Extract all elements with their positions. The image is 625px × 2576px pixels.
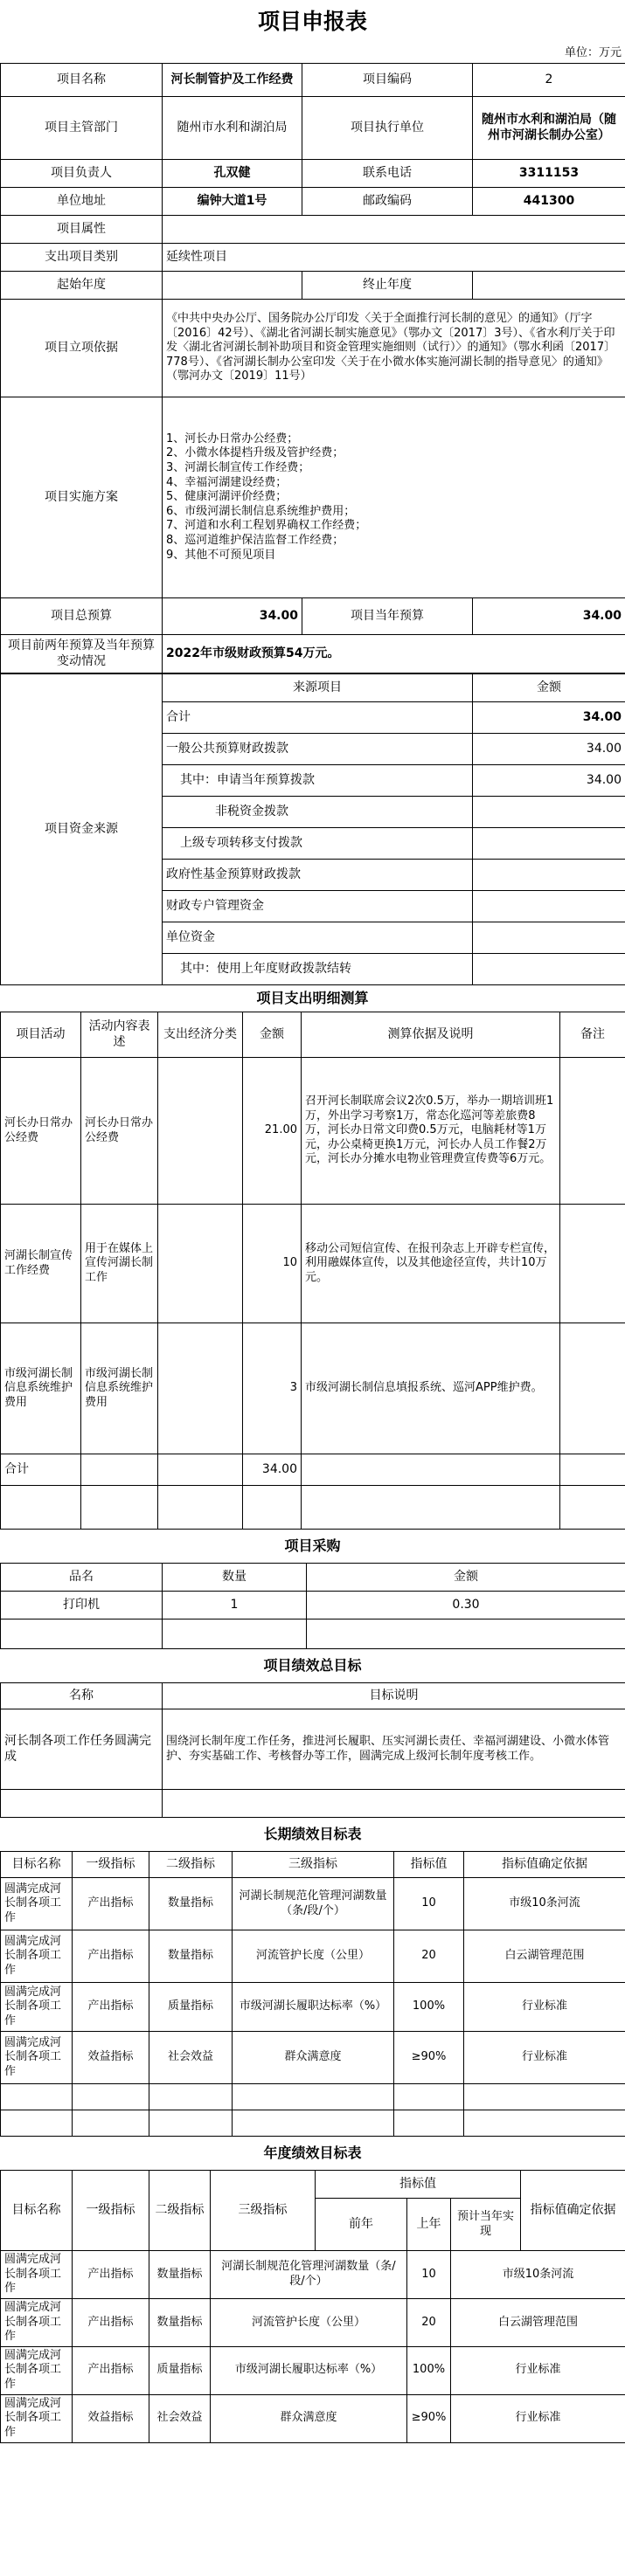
detail-header: 金额 xyxy=(243,1012,302,1058)
detail-amount: 10 xyxy=(243,1205,302,1323)
project-code-label: 项目编码 xyxy=(302,64,473,97)
plan-item: 1、河长办日常办公经费； xyxy=(166,432,299,445)
annual-header: 目标名称 xyxy=(1,2171,73,2251)
total-budget-label: 项目总预算 xyxy=(1,598,163,635)
annual-l2: 社会效益 xyxy=(149,2394,211,2442)
funding-row-amount: 34.00 xyxy=(473,702,625,734)
funding-source-label: 项目资金来源 xyxy=(1,674,163,985)
longterm-basis: 行业标准 xyxy=(464,1983,625,2032)
annual-subheader: 前年 xyxy=(316,2199,407,2251)
annual-prev1: 10 xyxy=(407,2251,451,2299)
dept-value: 随州市水利和湖泊局 xyxy=(163,97,302,160)
detail-content: 市级河湖长制信息系统维护费用 xyxy=(81,1323,158,1454)
detail-header: 测算依据及说明 xyxy=(302,1012,560,1058)
detail-note xyxy=(560,1205,625,1323)
longterm-l1: 产出指标 xyxy=(73,1878,149,1930)
detail-class xyxy=(158,1205,243,1323)
longterm-l1: 产出指标 xyxy=(73,1930,149,1983)
overall-goal-table xyxy=(0,1682,625,1818)
detail-class xyxy=(158,1323,243,1454)
funding-col-amount: 金额 xyxy=(473,674,625,702)
project-name-label: 项目名称 xyxy=(1,64,163,97)
detail-header: 活动内容表述 xyxy=(81,1012,158,1058)
longterm-value: ≥90% xyxy=(394,2032,464,2084)
leader-label: 项目负责人 xyxy=(1,160,163,188)
longterm-l2: 社会效益 xyxy=(149,2032,233,2084)
annual-basis: 市级10条河流 xyxy=(451,2251,625,2299)
longterm-header: 目标名称 xyxy=(1,1852,73,1878)
detail-activity: 河长办日常办公经费 xyxy=(1,1058,81,1205)
dept-label: 项目主管部门 xyxy=(1,97,163,160)
annual-prev1: 100% xyxy=(407,2346,451,2394)
funding-row-label: 政府性基金预算财政拨款 xyxy=(163,860,473,891)
year-budget-label: 项目当年预算 xyxy=(302,598,473,635)
annual-l1: 产出指标 xyxy=(73,2298,149,2346)
detail-amount: 3 xyxy=(243,1323,302,1454)
funding-row-label: 一般公共预算财政拨款 xyxy=(163,734,473,765)
annual-header: 指标值确定依据 xyxy=(521,2171,625,2251)
end-year-value xyxy=(473,272,625,300)
purchase-header: 品名 xyxy=(1,1564,163,1592)
longterm-l1: 产出指标 xyxy=(73,1983,149,2032)
longterm-goal: 圆满完成河长制各项工作 xyxy=(1,1930,73,1983)
detail-total-label: 合计 xyxy=(1,1454,81,1486)
longterm-goal: 圆满完成河长制各项工作 xyxy=(1,1983,73,2032)
exec-unit-value: 随州市水利和湖泊局（随州市河湖长制办公室） xyxy=(473,97,625,160)
longterm-goal: 圆满完成河长制各项工作 xyxy=(1,2032,73,2084)
funding-col-source: 来源项目 xyxy=(163,674,473,702)
annual-section-title: 年度绩效目标表 xyxy=(263,2144,362,2161)
longterm-l3: 市级河湖长履职达标率（%） xyxy=(233,1983,394,2032)
detail-basis: 移动公司短信宣传、在报刊杂志上开辟专栏宣传，利用融媒体宣传，以及其他途径宣传，共计10万元。 xyxy=(302,1205,560,1323)
longterm-l2: 数量指标 xyxy=(149,1878,233,1930)
basic-info-table xyxy=(0,63,625,673)
purchase-section-title: 项目采购 xyxy=(284,1537,341,1554)
annual-l3: 河湖长制规范化管理河湖数量（条/段/个） xyxy=(211,2251,407,2299)
longterm-l3: 群众满意度 xyxy=(233,2032,394,2084)
detail-section-title: 项目支出明细测算 xyxy=(256,990,369,1006)
plan-item: 2、小微水体提档升级及管护经费； xyxy=(166,446,344,460)
overall-goal-desc: 围绕河长制年度工作任务，推进河长履职、压实河湖长责任、幸福河湖建设、小微水体管护、夯实基础工作、考核督办等工作，圆满完成上级河长制年度考核工作。 xyxy=(163,1709,625,1790)
annual-l1: 效益指标 xyxy=(73,2394,149,2442)
longterm-value: 100% xyxy=(394,1983,464,2032)
category-value: 延续性项目 xyxy=(163,244,625,272)
funding-row-label: 上级专项转移支付拨款 xyxy=(163,828,473,860)
attr-label: 项目属性 xyxy=(1,216,163,244)
longterm-header: 三级指标 xyxy=(233,1852,394,1878)
purchase-header: 数量 xyxy=(163,1564,307,1592)
leader-value: 孔双健 xyxy=(163,160,302,188)
postcode-value: 441300 xyxy=(473,188,625,216)
project-name-value: 河长制管护及工作经费 xyxy=(163,64,302,97)
address-value: 编钟大道1号 xyxy=(163,188,302,216)
annual-l3: 河流管护长度（公里） xyxy=(211,2298,407,2346)
annual-basis: 行业标准 xyxy=(451,2394,625,2442)
annual-l1: 产出指标 xyxy=(73,2251,149,2299)
overall-goal-name: 河长制各项工作任务圆满完成 xyxy=(1,1709,163,1790)
longterm-value: 10 xyxy=(394,1878,464,1930)
longterm-section-title: 长期绩效目标表 xyxy=(263,1826,362,1842)
detail-class xyxy=(158,1058,243,1205)
overall-header: 名称 xyxy=(1,1683,163,1709)
purchase-item-name: 打印机 xyxy=(1,1592,163,1619)
funding-row-label: 其中：申请当年预算拨款 xyxy=(163,765,473,797)
annual-basis: 白云湖管理范围 xyxy=(451,2298,625,2346)
detail-activity: 市级河湖长制信息系统维护费用 xyxy=(1,1323,81,1454)
detail-header: 项目活动 xyxy=(1,1012,81,1058)
purchase-header: 金额 xyxy=(307,1564,625,1592)
annual-l2: 质量指标 xyxy=(149,2346,211,2394)
overall-header: 目标说明 xyxy=(163,1683,625,1709)
exec-unit-label: 项目执行单位 xyxy=(302,97,473,160)
attr-value xyxy=(163,216,625,244)
annual-goal-table xyxy=(0,2170,625,2443)
plan-item: 8、巡河道维护保洁监督工作经费； xyxy=(166,534,344,548)
annual-goal: 圆满完成河长制各项工作 xyxy=(1,2251,73,2299)
detail-amount: 21.00 xyxy=(243,1058,302,1205)
funding-row-amount xyxy=(473,828,625,860)
longterm-basis: 白云湖管理范围 xyxy=(464,1930,625,1983)
plan-item: 5、健康河湖评价经费； xyxy=(166,490,288,504)
funding-row-amount: 34.00 xyxy=(473,765,625,797)
detail-total-amount: 34.00 xyxy=(243,1454,302,1486)
annual-goal: 圆满完成河长制各项工作 xyxy=(1,2298,73,2346)
longterm-value: 20 xyxy=(394,1930,464,1983)
start-year-value xyxy=(163,272,302,300)
longterm-header: 二级指标 xyxy=(149,1852,233,1878)
detail-basis: 市级河湖长制信息填报系统、巡河APP维护费。 xyxy=(302,1323,560,1454)
annual-l2: 数量指标 xyxy=(149,2251,211,2299)
longterm-l2: 质量指标 xyxy=(149,1983,233,2032)
detail-header: 支出经济分类 xyxy=(158,1012,243,1058)
purchase-table xyxy=(0,1563,625,1649)
expenditure-detail-table xyxy=(0,1012,625,1530)
phone-value: 3311153 xyxy=(473,160,625,188)
funding-row-label: 其中：使用上年度财政拨款结转 xyxy=(163,954,473,985)
annual-header: 一级指标 xyxy=(73,2171,149,2251)
end-year-label: 终止年度 xyxy=(302,272,473,300)
longterm-basis: 市级10条河流 xyxy=(464,1878,625,1930)
annual-l1: 产出指标 xyxy=(73,2346,149,2394)
project-code-value: 2 xyxy=(473,64,625,97)
phone-label: 联系电话 xyxy=(302,160,473,188)
purchase-item-qty: 1 xyxy=(163,1592,307,1619)
detail-note xyxy=(560,1058,625,1205)
plan-item: 3、河湖长制宣传工作经费； xyxy=(166,460,310,474)
annual-goal: 圆满完成河长制各项工作 xyxy=(1,2346,73,2394)
address-label: 单位地址 xyxy=(1,188,163,216)
plan-item: 7、河道和水利工程划界确权工作经费； xyxy=(166,519,367,533)
detail-header: 备注 xyxy=(560,1012,625,1058)
total-budget-value: 34.00 xyxy=(163,598,302,635)
plan-item: 9、其他不可预见项目 xyxy=(166,548,276,562)
category-label: 支出项目类别 xyxy=(1,244,163,272)
annual-l3: 群众满意度 xyxy=(211,2394,407,2442)
budget-change-value: 2022年市级财政预算54万元。 xyxy=(163,635,625,673)
funding-row-amount xyxy=(473,860,625,891)
plan-item: 6、市级河湖长制信息系统维护费用； xyxy=(166,504,356,518)
year-budget-value: 34.00 xyxy=(473,598,625,635)
longterm-goal: 圆满完成河长制各项工作 xyxy=(1,1878,73,1930)
funding-row-label: 财政专户管理资金 xyxy=(163,891,473,922)
annual-header: 二级指标 xyxy=(149,2171,211,2251)
funding-row-amount xyxy=(473,891,625,922)
purchase-item-amount: 0.30 xyxy=(307,1592,625,1619)
annual-goal: 圆满完成河长制各项工作 xyxy=(1,2394,73,2442)
annual-prev1: 20 xyxy=(407,2298,451,2346)
longterm-header: 一级指标 xyxy=(73,1852,149,1878)
annual-header: 三级指标 xyxy=(211,2171,316,2251)
longterm-l2: 数量指标 xyxy=(149,1930,233,1983)
funding-row-label: 非税资金拨款 xyxy=(163,797,473,828)
detail-content: 河长办日常办公经费 xyxy=(81,1058,158,1205)
annual-prev1: ≥90% xyxy=(407,2394,451,2442)
annual-subheader: 预计当年实现 xyxy=(451,2199,521,2251)
budget-change-label: 项目前两年预算及当年预算变动情况 xyxy=(1,635,163,673)
longterm-l3: 河湖长制规范化管理河湖数量（条/段/个） xyxy=(233,1878,394,1930)
basis-value: 《中共中央办公厅、国务院办公厅印发〈关于全面推行河长制的意见〉的通知》（厅字〔2016〕42号）、《湖北省河湖长制实施意见》（鄂办文〔2017〕3号）、《省水利厅关于印发〈湖北省河湖长制补助项目和资金管理实施细则（试行）〉的通知》（鄂水利函〔2017〕778号）、《省河湖长制办公室印发〈关于在小微水体实施河湖长制的指导意见〉的通知》（鄂河办文〔2019〕11号） xyxy=(163,300,625,397)
funding-source-table xyxy=(0,673,625,985)
plan-label: 项目实施方案 xyxy=(1,397,163,598)
funding-row-label: 单位资金 xyxy=(163,922,473,954)
basis-label: 项目立项依据 xyxy=(1,300,163,397)
postcode-label: 邮政编码 xyxy=(302,188,473,216)
plan-item: 4、幸福河湖建设经费； xyxy=(166,475,288,489)
funding-row-amount: 34.00 xyxy=(473,734,625,765)
detail-content: 用于在媒体上宣传河湖长制工作 xyxy=(81,1205,158,1323)
longterm-l3: 河流管护长度（公里） xyxy=(233,1930,394,1983)
detail-note xyxy=(560,1323,625,1454)
unit-label: 单位：万元 xyxy=(564,46,622,59)
page-title: 项目申报表 xyxy=(257,9,367,34)
annual-l3: 市级河湖长履职达标率（%） xyxy=(211,2346,407,2394)
annual-basis: 行业标准 xyxy=(451,2346,625,2394)
longterm-goal-table xyxy=(0,1851,625,2137)
detail-basis: 召开河长制联席会议2次0.5万，举办一期培训班1万，外出学习考察1万，常态化巡河等差旅费8万，河长办日常文印费0.5万元，电脑耗材等1万元，办公桌椅更换1万元，河长办人员工作餐2万元，河长办分摊水电物业管理费宣传费等6万元。 xyxy=(302,1058,560,1205)
plan-list xyxy=(163,397,625,598)
overall-goal-section-title: 项目绩效总目标 xyxy=(263,1657,362,1674)
annual-header: 指标值 xyxy=(316,2171,521,2199)
annual-l2: 数量指标 xyxy=(149,2298,211,2346)
detail-activity: 河湖长制宣传工作经费 xyxy=(1,1205,81,1323)
longterm-l1: 效益指标 xyxy=(73,2032,149,2084)
funding-row-amount xyxy=(473,797,625,828)
start-year-label: 起始年度 xyxy=(1,272,163,300)
funding-row-amount xyxy=(473,922,625,954)
longterm-header: 指标值确定依据 xyxy=(464,1852,625,1878)
funding-row-amount xyxy=(473,954,625,985)
funding-row-label: 合计 xyxy=(163,702,473,734)
longterm-header: 指标值 xyxy=(394,1852,464,1878)
longterm-basis: 行业标准 xyxy=(464,2032,625,2084)
annual-subheader: 上年 xyxy=(407,2199,451,2251)
